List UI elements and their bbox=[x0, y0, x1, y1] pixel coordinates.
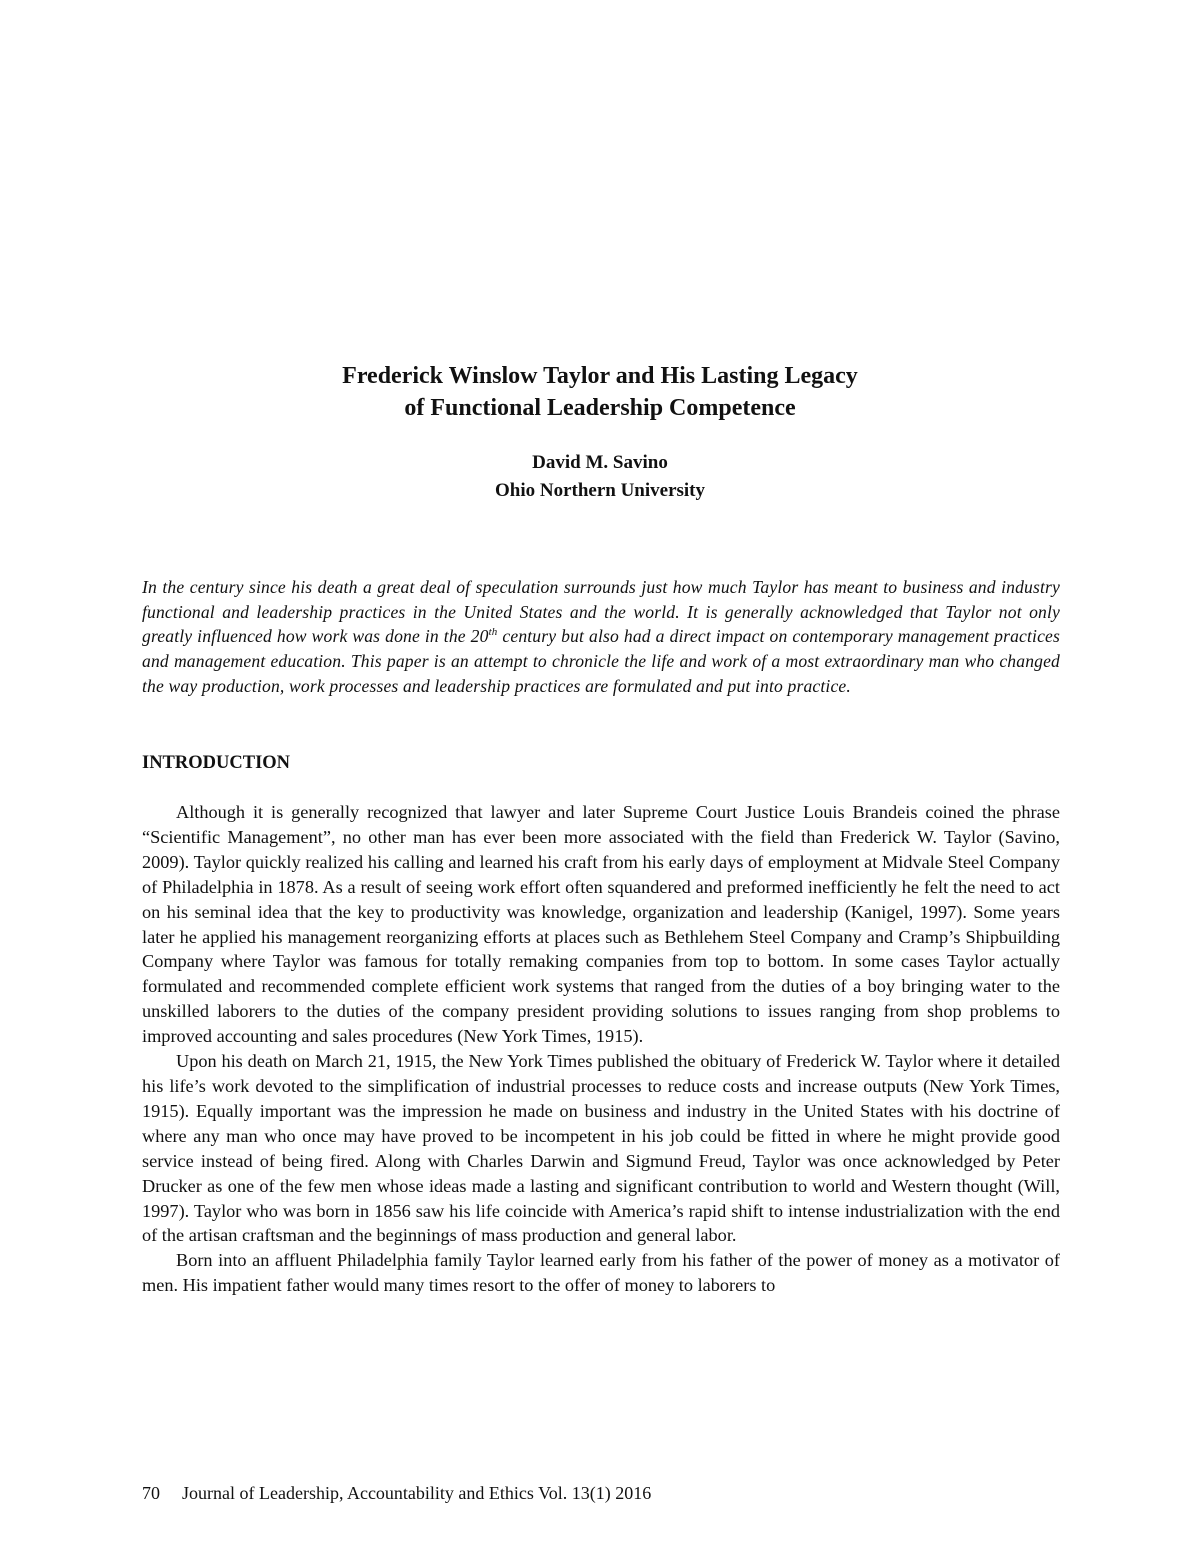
body-text bbox=[142, 800, 1060, 1298]
body-paragraph: Born into an affluent Philadelphia family Taylor learned early from his father of the power of money as a motivator of men. His impatient father would many times resort to the offer of money to laborers to bbox=[142, 1250, 1060, 1296]
article-title bbox=[0, 360, 1200, 424]
abstract-superscript: th bbox=[488, 626, 498, 639]
abstract-text-part-1: In the century since his death a great deal of speculation surrounds just how much Taylor has meant to business and industry functional and leadership practices in the United States and the world. It is generally acknowledged that Taylor not only greatly influenced how work was done in the 20 bbox=[142, 577, 1060, 647]
section-heading: INTRODUCTION bbox=[142, 753, 291, 773]
author-name: David M. Savino bbox=[532, 452, 668, 473]
author-block bbox=[0, 449, 1200, 505]
abstract bbox=[142, 575, 1060, 699]
page-footer bbox=[142, 1481, 651, 1505]
abstract-text-part-2: century but also had a direct impact on contemporary management practices and management education. This paper is an attempt to chronicle the life and work of a most extraordinary man who changed the way production, work processes and leadership practices are formulated and put into practice. bbox=[142, 626, 1060, 696]
journal-citation: Journal of Leadership, Accountability and Ethics Vol. 13(1) 2016 bbox=[182, 1483, 652, 1503]
body-paragraph: Although it is generally recognized that lawyer and later Supreme Court Justice Louis Brandeis coined the phrase “Scientific Management”, no other man has ever been more associated with the field than Frederick W. Taylor (Savino, 2009). Taylor quickly realized his calling and learned his craft from his early days of employment at Midvale Steel Company of Philadelphia in 1878. As a result of seeing work effort often squandered and preformed inefficiently he felt the need to act on his seminal idea that the key to productivity was knowledge, organization and leadership (Kanigel, 1997). Some years later he applied his management reorganizing efforts at places such as Bethlehem Steel Company and Cramp’s Shipbuilding Company where Taylor was famous for totally remaking companies from top to bottom. In some cases Taylor actually formulated and recommended complete efficient work systems that ranged from the duties of a boy bringing water to the unskilled laborers to the duties of the company president providing solutions to issues ranging from shop problems to improved accounting and sales procedures (New York Times, 1915). bbox=[142, 802, 1060, 1047]
article-title-line-1: Frederick Winslow Taylor and His Lasting Legacy bbox=[342, 363, 858, 389]
article-title-line-2: of Functional Leadership Competence bbox=[404, 395, 796, 421]
author-affiliation: Ohio Northern University bbox=[494, 480, 706, 501]
body-paragraph: Upon his death on March 21, 1915, the New York Times published the obituary of Frederick W. Taylor where it detailed his life’s work devoted to the simplification of industrial processes to reduce costs and increase outputs (New York Times, 1915). Equally important was the impression he made on business and industry in the United States with his doctrine of where any man who once may have proved to be incompetent in his job could be fitted in where he might provide good service instead of being fired. Along with Charles Darwin and Sigmund Freud, Taylor was once acknowledged by Peter Drucker as one of the few men whose ideas made a lasting and significant contribution to world and Western thought (Will, 1997). Taylor who was born in 1856 saw his life coincide with America’s rapid shift to intense industrialization with the end of the artisan craftsman and the beginnings of mass production and general labor. bbox=[142, 1051, 1060, 1246]
page-number: 70 bbox=[142, 1483, 160, 1503]
